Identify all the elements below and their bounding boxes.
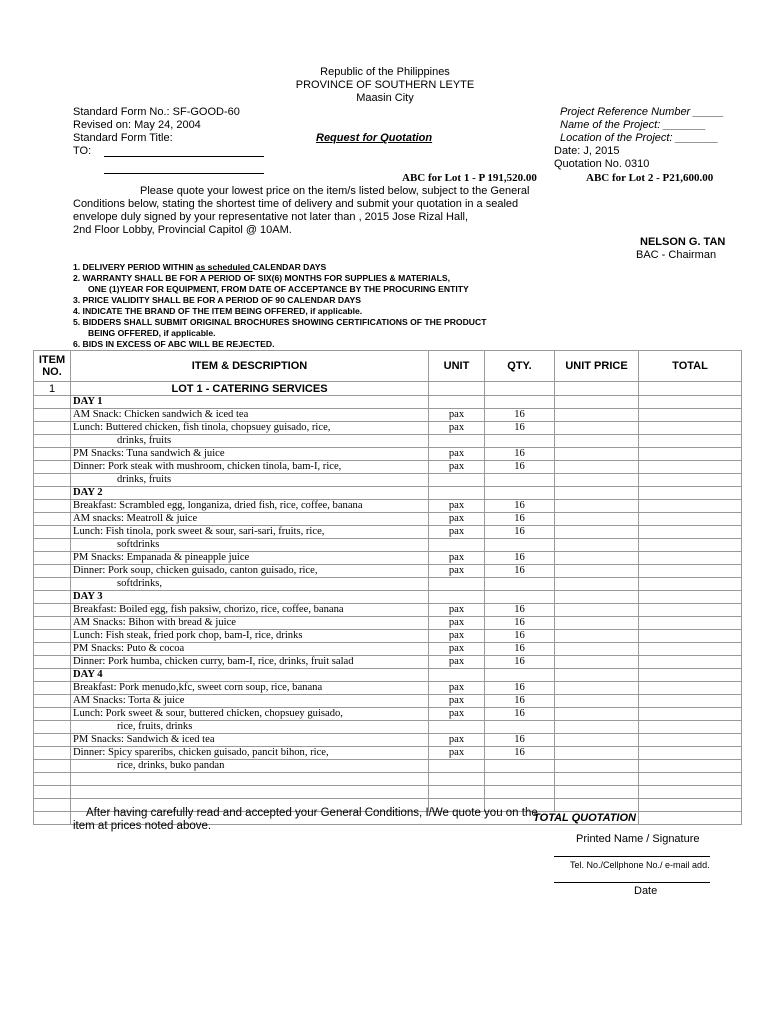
unit-cell [429, 396, 485, 409]
total-cell[interactable] [639, 552, 742, 565]
unit-cell: pax [429, 500, 485, 513]
total-cell[interactable] [639, 435, 742, 448]
header-item-no: ITEM NO. [34, 351, 71, 382]
table-row [34, 734, 742, 747]
tel-label: Tel. No./Cellphone No./ e-mail add. [570, 860, 710, 870]
condition-3: 3. PRICE VALIDITY SHALL BE FOR A PERIOD OF 90 CALENDAR DAYS [73, 295, 361, 305]
table-row [34, 539, 742, 552]
table-row [34, 552, 742, 565]
table-row [34, 526, 742, 539]
description-cell: AM snacks: Meatroll & juice [71, 513, 429, 526]
header-total: TOTAL [639, 351, 742, 382]
unit-price-cell[interactable] [555, 747, 639, 760]
condition-6: 6. BIDS IN EXCESS OF ABC WILL BE REJECTED. [73, 339, 275, 349]
qty-cell [485, 786, 555, 799]
description-cell: softdrinks [71, 539, 429, 552]
qty-cell [485, 591, 555, 604]
item-no-cell [34, 682, 71, 695]
description-cell: Dinner: Pork humba, chicken curry, bam-I, rice, drinks, fruit salad [71, 656, 429, 669]
total-cell[interactable] [639, 630, 742, 643]
form-title: Request for Quotation [316, 132, 433, 144]
unit-price-cell[interactable] [555, 526, 639, 539]
qty-cell [485, 721, 555, 734]
unit-price-cell[interactable] [555, 643, 639, 656]
unit-price-cell[interactable] [555, 682, 639, 695]
unit-cell [429, 669, 485, 682]
unit-cell: pax [429, 747, 485, 760]
item-no-cell [34, 513, 71, 526]
qty-cell: 16 [485, 500, 555, 513]
to-label: TO: [73, 145, 92, 157]
unit-cell [429, 721, 485, 734]
unit-cell: pax [429, 526, 485, 539]
header-city: Maasin City [356, 92, 414, 104]
qty-cell: 16 [485, 617, 555, 630]
qty-cell: 16 [485, 747, 555, 760]
unit-price-cell[interactable] [555, 656, 639, 669]
unit-price-cell[interactable] [555, 539, 639, 552]
intro-line-3: envelope duly signed by your representative not later than , 2015 Jose Rizal Hall, [73, 211, 469, 223]
description-cell: AM Snacks: Bihon with bread & juice [71, 617, 429, 630]
table-row [34, 721, 742, 734]
unit-cell [429, 578, 485, 591]
total-quotation-value[interactable] [639, 812, 742, 825]
condition-4: 4. INDICATE THE BRAND OF THE ITEM BEING OFFERED, if applicable. [73, 306, 363, 316]
description-cell: Breakfast: Scrambled egg, longaniza, dried fish, rice, coffee, banana [71, 500, 429, 513]
item-no-cell [34, 695, 71, 708]
unit-price-cell[interactable] [555, 565, 639, 578]
total-cell[interactable] [639, 500, 742, 513]
printed-name-label: Printed Name / Signature [576, 833, 700, 845]
project-name: Name of the Project: _______ [560, 119, 707, 131]
unit-price-cell[interactable] [555, 734, 639, 747]
intro-line-1: Please quote your lowest price on the item/s listed below, subject to the General [140, 185, 530, 197]
total-cell[interactable] [639, 721, 742, 734]
table-row [34, 396, 742, 409]
item-no-cell [34, 591, 71, 604]
total-cell[interactable] [639, 461, 742, 474]
unit-cell [429, 786, 485, 799]
description-cell: Breakfast: Pork menudo,kfc, sweet corn soup, rice, banana [71, 682, 429, 695]
item-no-cell [34, 773, 71, 786]
condition-1-pre: 1. DELIVERY PERIOD WITHIN [73, 262, 196, 272]
description-cell: Breakfast: Boiled egg, fish paksiw, chorizo, rice, coffee, banana [71, 604, 429, 617]
table-row [34, 565, 742, 578]
qty-cell: 16 [485, 461, 555, 474]
description-cell: AM Snacks: Torta & juice [71, 695, 429, 708]
description-cell: Lunch: Fish tinola, pork sweet & sour, sari-sari, fruits, rice, [71, 526, 429, 539]
table-row [34, 448, 742, 461]
to-line-1[interactable] [104, 156, 264, 157]
qty-cell [485, 760, 555, 773]
table-row [34, 747, 742, 760]
total-cell[interactable] [639, 760, 742, 773]
quotation-no: Quotation No. 0310 [554, 158, 650, 170]
description-cell: Lunch: Fish steak, fried pork chop, bam-I, rice, drinks [71, 630, 429, 643]
table-row [34, 604, 742, 617]
revised-on: Revised on: May 24, 2004 [73, 119, 201, 131]
total-cell[interactable] [639, 617, 742, 630]
total-cell[interactable] [639, 448, 742, 461]
unit-cell: pax [429, 630, 485, 643]
item-no-cell [34, 617, 71, 630]
description-cell: Dinner: Pork steak with mushroom, chicken tinola, bam-I, rice, [71, 461, 429, 474]
unit-price-cell[interactable] [555, 760, 639, 773]
total-cell[interactable] [639, 656, 742, 669]
description-cell: DAY 4 [71, 669, 429, 682]
total-cell[interactable] [639, 708, 742, 721]
total-cell[interactable] [639, 786, 742, 799]
unit-price-cell[interactable] [555, 461, 639, 474]
description-cell: AM Snack: Chicken sandwich & iced tea [71, 409, 429, 422]
table-row [34, 617, 742, 630]
description-cell: Dinner: Spicy spareribs, chicken guisado, pancit bihon, rice, [71, 747, 429, 760]
standard-form-no: Standard Form No.: SF-GOOD-60 [73, 106, 240, 118]
header-description: ITEM & DESCRIPTION [71, 351, 429, 382]
total-cell[interactable] [639, 591, 742, 604]
qty-cell: 16 [485, 695, 555, 708]
table-row [34, 474, 742, 487]
date-line[interactable] [554, 882, 710, 883]
qty-cell: 16 [485, 513, 555, 526]
description-cell: drinks, fruits [71, 435, 429, 448]
qty-cell: 16 [485, 630, 555, 643]
qty-cell: 16 [485, 604, 555, 617]
item-no-cell [34, 474, 71, 487]
unit-cell [429, 435, 485, 448]
lot-qty-cell [485, 382, 555, 396]
total-cell[interactable] [639, 682, 742, 695]
total-item-cell [34, 812, 71, 825]
unit-price-cell[interactable] [555, 396, 639, 409]
header-qty: QTY. [485, 351, 555, 382]
unit-cell: pax [429, 617, 485, 630]
item-no-cell [34, 565, 71, 578]
project-reference-number: Project Reference Number _____ [560, 106, 724, 118]
qty-cell: 16 [485, 643, 555, 656]
table-row [34, 786, 742, 799]
unit-cell: pax [429, 565, 485, 578]
unit-cell: pax [429, 695, 485, 708]
qty-cell: 16 [485, 565, 555, 578]
unit-cell [429, 474, 485, 487]
description-cell [71, 786, 429, 799]
unit-cell: pax [429, 422, 485, 435]
item-no-cell [34, 552, 71, 565]
total-cell[interactable] [639, 526, 742, 539]
qty-cell: 16 [485, 682, 555, 695]
item-no-cell [34, 448, 71, 461]
intro-line-2: Conditions below, stating the shortest time of delivery and submit your quotation in a sealed [73, 198, 519, 210]
item-no-cell [34, 578, 71, 591]
unit-cell: pax [429, 461, 485, 474]
item-no-cell [34, 500, 71, 513]
condition-5b: BEING OFFERED, if applicable. [88, 328, 216, 338]
total-cell[interactable] [639, 539, 742, 552]
item-no-cell [34, 422, 71, 435]
unit-price-cell[interactable] [555, 708, 639, 721]
table-row [34, 578, 742, 591]
unit-price-cell[interactable] [555, 695, 639, 708]
table-row [34, 591, 742, 604]
total-cell[interactable] [639, 513, 742, 526]
lot-label: LOT 1 - CATERING SERVICES [71, 382, 429, 396]
unit-price-cell[interactable] [555, 604, 639, 617]
qty-cell: 16 [485, 734, 555, 747]
lot-row [34, 382, 742, 396]
signatory-name: NELSON G. TAN [640, 236, 726, 248]
unit-cell: pax [429, 708, 485, 721]
qty-cell [485, 474, 555, 487]
qty-cell [485, 396, 555, 409]
project-location: Location of the Project: _______ [560, 132, 719, 144]
description-cell: PM Snacks: Tuna sandwich & juice [71, 448, 429, 461]
description-cell: softdrinks, [71, 578, 429, 591]
item-no-cell [34, 747, 71, 760]
unit-cell: pax [429, 552, 485, 565]
unit-cell: pax [429, 409, 485, 422]
intro-line-4: 2nd Floor Lobby, Provincial Capitol @ 10AM. [73, 224, 292, 236]
lot-total-cell[interactable] [639, 382, 742, 396]
unit-price-cell[interactable] [555, 448, 639, 461]
description-cell: rice, drinks, buko pandan [71, 760, 429, 773]
total-cell[interactable] [639, 396, 742, 409]
item-no-cell [34, 760, 71, 773]
unit-price-cell[interactable] [555, 786, 639, 799]
unit-price-cell[interactable] [555, 409, 639, 422]
to-line-2[interactable] [104, 173, 264, 174]
unit-cell: pax [429, 604, 485, 617]
total-cell[interactable] [639, 734, 742, 747]
lot-unit-cell [429, 382, 485, 396]
unit-cell [429, 487, 485, 500]
item-no-cell [34, 630, 71, 643]
total-cell[interactable] [639, 487, 742, 500]
item-no-cell [34, 526, 71, 539]
total-cell[interactable] [639, 669, 742, 682]
abc-lot2: ABC for Lot 2 - P21,600.00 [586, 172, 714, 184]
description-cell: PM Snacks: Sandwich & iced tea [71, 734, 429, 747]
description-cell: DAY 1 [71, 396, 429, 409]
condition-1-value: as scheduled [195, 262, 253, 272]
table-row [34, 669, 742, 682]
table-row [34, 643, 742, 656]
unit-price-cell[interactable] [555, 422, 639, 435]
qty-cell [485, 487, 555, 500]
qty-cell [485, 773, 555, 786]
qty-cell [485, 539, 555, 552]
quotation-table [33, 350, 742, 825]
condition-5a: 5. BIDDERS SHALL SUBMIT ORIGINAL BROCHURES SHOWING CERTIFICATIONS OF THE PRODUCT [73, 317, 487, 327]
description-cell: Lunch: Pork sweet & sour, buttered chicken, chopsuey guisado, [71, 708, 429, 721]
unit-price-cell[interactable] [555, 773, 639, 786]
condition-2b: ONE (1)YEAR FOR EQUIPMENT, FROM DATE OF ACCEPTANCE BY THE PROCURING ENTITY [88, 284, 469, 294]
item-no-cell [34, 435, 71, 448]
item-no-cell [34, 604, 71, 617]
header-republic: Republic of the Philippines [320, 66, 450, 78]
unit-cell: pax [429, 643, 485, 656]
total-cell[interactable] [639, 695, 742, 708]
footer-statement-1: After having carefully read and accepted your General Conditions, I/We quote you on the [86, 807, 538, 819]
unit-price-cell[interactable] [555, 591, 639, 604]
unit-price-cell[interactable] [555, 578, 639, 591]
description-cell [71, 773, 429, 786]
unit-cell [429, 760, 485, 773]
project-date: Date: J, 2015 [554, 145, 620, 157]
condition-2a: 2. WARRANTY SHALL BE FOR A PERIOD OF SIX(6) MONTHS FOR SUPPLIES & MATERIALS, [73, 273, 451, 283]
unit-price-cell[interactable] [555, 617, 639, 630]
total-cell[interactable] [639, 799, 742, 812]
unit-cell [429, 539, 485, 552]
unit-price-cell[interactable] [555, 435, 639, 448]
total-cell[interactable] [639, 422, 742, 435]
table-row [34, 773, 742, 786]
item-no-cell [34, 669, 71, 682]
total-cell[interactable] [639, 747, 742, 760]
qty-cell: 16 [485, 422, 555, 435]
item-no-cell [34, 799, 71, 812]
item-no-cell [34, 786, 71, 799]
table-header-row [34, 351, 742, 382]
item-no-cell [34, 643, 71, 656]
table-row [34, 409, 742, 422]
qty-cell: 16 [485, 526, 555, 539]
unit-price-cell[interactable] [555, 630, 639, 643]
qty-cell [485, 578, 555, 591]
table-row [34, 487, 742, 500]
qty-cell [485, 435, 555, 448]
qty-cell: 16 [485, 708, 555, 721]
total-quotation-label: TOTAL QUOTATION [71, 812, 639, 825]
unit-cell: pax [429, 734, 485, 747]
table-row [34, 422, 742, 435]
item-no-cell [34, 487, 71, 500]
condition-1-post: CALENDAR DAYS [252, 262, 327, 272]
table-row [34, 708, 742, 721]
table-row [34, 656, 742, 669]
table-row [34, 630, 742, 643]
unit-cell [429, 591, 485, 604]
lot-number: 1 [34, 382, 71, 396]
lot-unit-price-cell[interactable] [555, 382, 639, 396]
unit-cell: pax [429, 513, 485, 526]
unit-cell: pax [429, 448, 485, 461]
table-row [34, 435, 742, 448]
item-no-cell [34, 721, 71, 734]
unit-price-cell[interactable] [555, 487, 639, 500]
unit-price-cell[interactable] [555, 474, 639, 487]
description-cell: Lunch: Buttered chicken, fish tinola, chopsuey guisado, rice, [71, 422, 429, 435]
footer-statement-2: item at prices noted above. [73, 820, 212, 832]
item-no-cell [34, 708, 71, 721]
date-label: Date [634, 885, 658, 897]
condition-1 [73, 262, 326, 272]
total-cell[interactable] [639, 773, 742, 786]
description-cell: Dinner: Pork soup, chicken guisado, canton guisado, rice, [71, 565, 429, 578]
description-cell: drinks, fruits [71, 474, 429, 487]
qty-cell: 16 [485, 552, 555, 565]
total-cell[interactable] [639, 474, 742, 487]
description-cell: PM Snacks: Empanada & pineapple juice [71, 552, 429, 565]
item-no-cell [34, 461, 71, 474]
abc-lot1: ABC for Lot 1 - P 191,520.00 [402, 172, 537, 184]
header-unit: UNIT [429, 351, 485, 382]
unit-cell: pax [429, 656, 485, 669]
total-cell[interactable] [639, 604, 742, 617]
qty-cell: 16 [485, 409, 555, 422]
item-no-cell [34, 409, 71, 422]
total-cell[interactable] [639, 578, 742, 591]
description-cell: rice, fruits, drinks [71, 721, 429, 734]
unit-price-cell[interactable] [555, 721, 639, 734]
table-row [34, 461, 742, 474]
item-no-cell [34, 734, 71, 747]
unit-cell [429, 773, 485, 786]
table-row [34, 682, 742, 695]
unit-cell: pax [429, 682, 485, 695]
table-row [34, 513, 742, 526]
item-no-cell [34, 539, 71, 552]
total-cell[interactable] [639, 565, 742, 578]
table-row [34, 695, 742, 708]
signature-line[interactable] [554, 856, 710, 857]
unit-price-cell[interactable] [555, 669, 639, 682]
table-row [34, 760, 742, 773]
total-cell[interactable] [639, 409, 742, 422]
signatory-title: BAC - Chairman [636, 249, 717, 261]
item-no-cell [34, 656, 71, 669]
standard-form-title: Standard Form Title: [73, 132, 173, 144]
unit-price-cell[interactable] [555, 799, 639, 812]
header-province: PROVINCE OF SOUTHERN LEYTE [295, 79, 475, 91]
item-no-cell [34, 396, 71, 409]
unit-price-cell[interactable] [555, 500, 639, 513]
qty-cell [485, 669, 555, 682]
description-cell: DAY 2 [71, 487, 429, 500]
unit-price-cell[interactable] [555, 552, 639, 565]
table-row [34, 500, 742, 513]
header-unit-price: UNIT PRICE [555, 351, 639, 382]
qty-cell: 16 [485, 448, 555, 461]
unit-price-cell[interactable] [555, 513, 639, 526]
total-cell[interactable] [639, 643, 742, 656]
qty-cell: 16 [485, 656, 555, 669]
description-cell: DAY 3 [71, 591, 429, 604]
description-cell: PM Snacks: Puto & cocoa [71, 643, 429, 656]
